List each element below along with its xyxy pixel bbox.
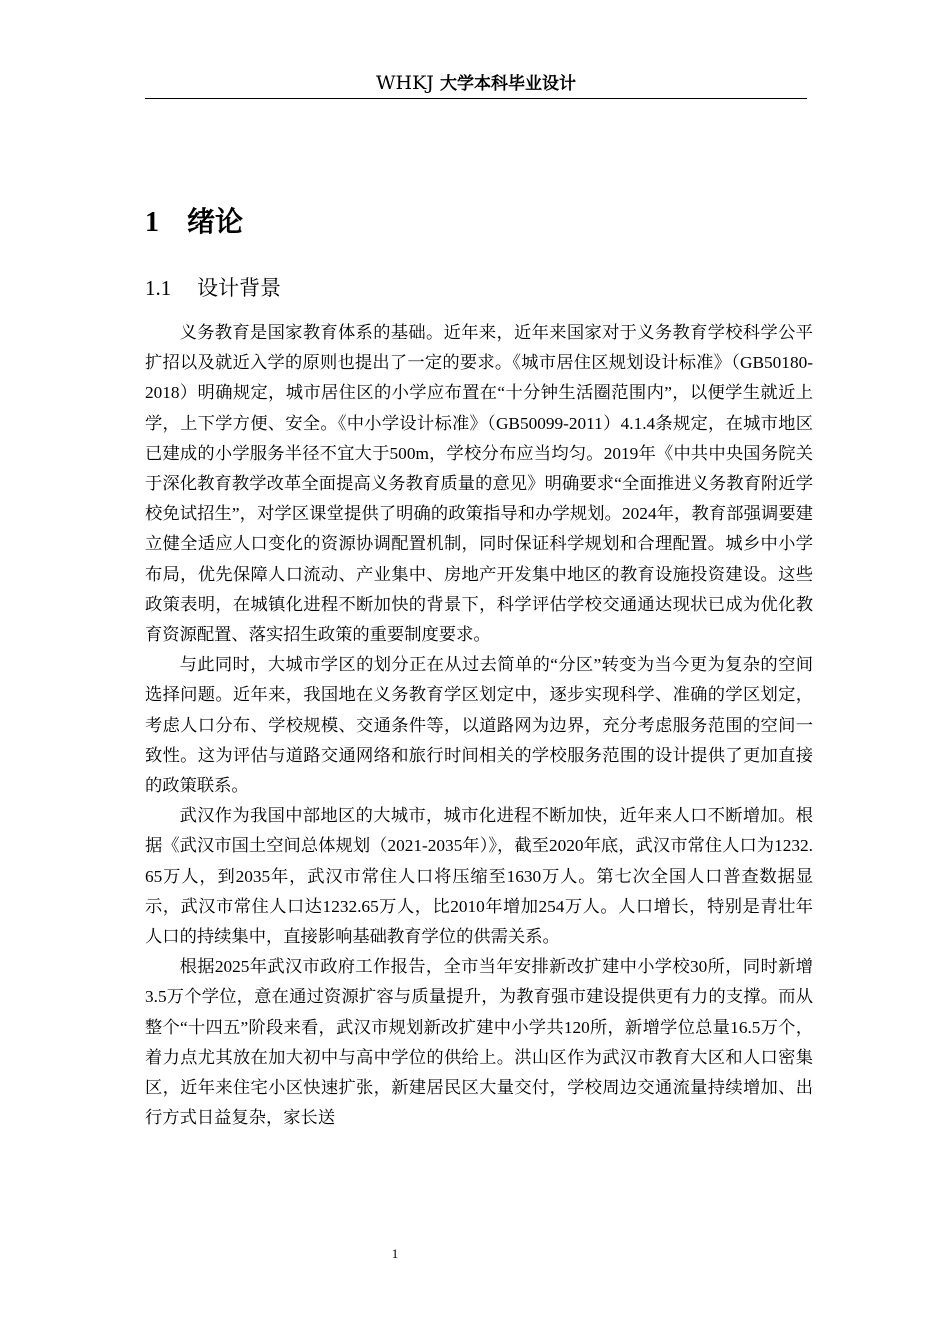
body-text	[145, 318, 813, 1133]
header-divider	[145, 98, 807, 99]
paragraph: 根据2025年武汉市政府工作报告，全市当年安排新改扩建中小学校30所，同时新增3.5万个学位，意在通过资源扩容与质量提升，为教育强市建设提供更有力的支撑。而从整个“十四五”阶段来看，武汉市规划新改扩建中小学共120所，新增学位总量16.5万个，着力点尤其放在加大初中与高中学位的供给上。洪山区作为武汉市教育大区和人口密集区，近年来住宅小区快速扩张，新建居民区大量交付，学校周边交通流量持续增加、出行方式日益复杂，家长送	[145, 957, 813, 1128]
section-title: 设计背景	[197, 276, 281, 300]
page-number: 1	[391, 1246, 399, 1261]
running-header	[145, 70, 807, 96]
paragraph: 武汉作为我国中部地区的大城市，城市化进程不断加快，近年来人口不断增加。根据《武汉市国土空间总体规划（2021-2035年）》，截至2020年底，武汉市常住人口为1232.65万人，到2035年，武汉市常住人口将压缩至1630万人。第七次全国人口普查数据显示，武汉市常住人口达1232.65万人，比2010年增加254万人。人口增长，特别是青壮年人口的持续集中，直接影响基础教育学位的供需关系。	[145, 806, 813, 947]
section-heading	[145, 270, 281, 306]
header-prefix: WHKJ	[376, 72, 434, 94]
paragraph: 义务教育是国家教育体系的基础。近年来，近年来国家对于义务教育学校科学公平扩招以及就近入学的原则也提出了一定的要求。《城市居住区规划设计标准》（GB50180-2018）明确规定，城市居住区的小学应布置在“十分钟生活圈范围内”，以便学生就近上学，上下学方便、安全。《中小学设计标准》（GB50099-2011）4.1.4条规定，在城市地区已建成的小学服务半径不宜大于500m，学校分布应当均匀。2019年《中共中央国务院关于深化教育教学改革全面提高义务教育质量的意见》明确要求“全面推进义务教育附近学校免试招生”，对学区课堂提供了明确的政策指导和办学规划。2024年，教育部强调要建立健全适应人口变化的资源协调配置机制，同时保证科学规划和合理配置。城乡中小学布局，优先保障人口流动、产业集中、房地产开发集中地区的教育设施投资建设。这些政策表明，在城镇化进程不断加快的背景下，科学评估学校交通通达现状已成为优化教育资源配置、落实招生政策的重要制度要求。	[145, 323, 813, 645]
chapter-title: 绪论	[187, 205, 244, 238]
header-title: 大学本科毕业设计	[439, 74, 576, 94]
chapter-number: 1	[145, 207, 159, 238]
paragraph: 与此同时，大城市学区的划分正在从过去简单的“分区”转变为当今更为复杂的空间选择问题。近年来，我国地在义务教育学区划定中，逐步实现科学、准确的学区划定，考虑人口分布、学校规模、交通条件等，以道路网为边界，充分考虑服务范围的空间一致性。这为评估与道路交通网络和旅行时间相关的学校服务范围的设计提供了更加直接的政策联系。	[145, 655, 813, 796]
chapter-heading	[145, 200, 243, 244]
section-number: 1.1	[145, 276, 172, 300]
